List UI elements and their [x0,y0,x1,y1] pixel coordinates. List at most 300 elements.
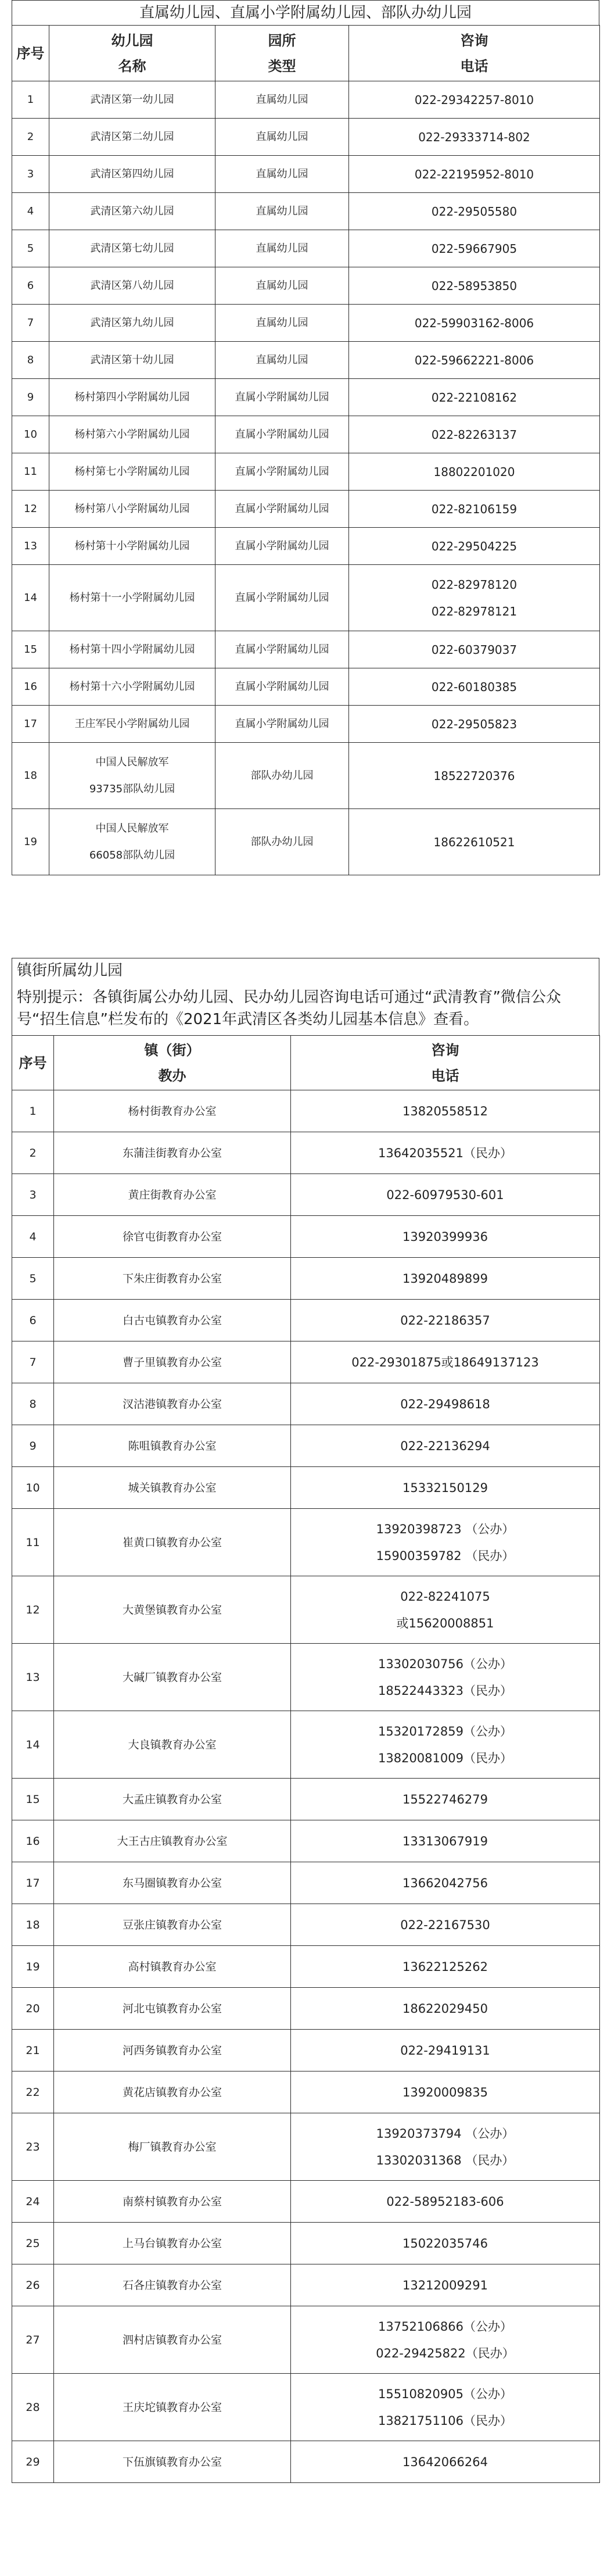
phone-number: 022-29498618 [400,1397,490,1411]
table-row [12,2264,600,2306]
kindergarten-name-line: 武清区第十幼儿园 [90,353,174,366]
kindergarten-type: 直属小学附属幼儿园 [215,528,349,565]
row-index: 18 [12,1904,54,1946]
contact-phone [349,230,600,267]
kindergarten-name-line: 杨村第八小学附属幼儿园 [74,502,190,515]
kindergarten-name [49,193,215,230]
table-row [12,2374,600,2441]
education-office-name: 大孟庄镇教育办公室 [54,1779,291,1820]
kindergarten-name-line: 66058部队幼儿园 [89,849,175,861]
row-index: 4 [12,193,49,230]
contact-phone [291,1862,600,1904]
education-office-name: 豆张庄镇教育办公室 [54,1904,291,1946]
education-office-name: 石各庄镇教育办公室 [54,2264,291,2306]
kindergarten-type: 直属小学附属幼儿园 [215,453,349,491]
row-index: 11 [12,453,49,491]
phone-number: 15320172859（公办） [378,1724,512,1738]
table-row [12,1644,600,1711]
row-index: 10 [12,416,49,453]
kindergarten-name-line: 杨村第十小学附属幼儿园 [74,539,190,552]
kindergarten-name-line: 杨村第七小学附属幼儿园 [74,465,190,478]
header-index: 序号 [12,26,49,81]
table-row [12,1258,600,1300]
phone-number: 022-82263137 [431,427,517,442]
kindergarten-type: 直属幼儿园 [215,267,349,305]
table-row [12,1383,600,1425]
contact-phone [291,1904,600,1946]
contact-phone [349,267,600,305]
phone-number: 13920398723 （公办） [376,1522,515,1536]
row-index: 4 [12,1216,54,1258]
row-index: 14 [12,1711,54,1779]
row-index: 7 [12,1341,54,1383]
table-header-row [12,26,600,81]
row-index: 19 [12,809,49,875]
education-office-name: 泗村店镇教育办公室 [54,2306,291,2374]
table-row [12,1216,600,1258]
row-index: 29 [12,2441,54,2483]
contact-phone [291,1383,600,1425]
row-index: 27 [12,2306,54,2374]
table-row [12,565,600,631]
table-row [12,193,600,230]
phone-number: 13642066264 [402,2455,488,2469]
row-index: 25 [12,2223,54,2264]
table-row [12,1576,600,1644]
row-index: 6 [12,267,49,305]
contact-phone [291,2181,600,2223]
education-office-name: 下朱庄街教育办公室 [54,1258,291,1300]
kindergarten-type: 直属小学附属幼儿园 [215,565,349,631]
kindergarten-name-line: 武清区第二幼儿园 [90,130,174,143]
kindergarten-name [49,743,215,809]
row-index: 2 [12,119,49,156]
table-row [12,342,600,379]
phone-number: 022-60379037 [431,642,517,657]
contact-phone [349,305,600,342]
table-row [12,81,600,119]
kindergarten-name-line: 武清区第六幼儿园 [90,205,174,217]
education-office-name: 崔黄口镇教育办公室 [54,1509,291,1576]
row-index: 16 [12,668,49,706]
table-row [12,1946,600,1988]
phone-number: 13302031368 （民办） [376,2153,515,2167]
contact-phone [349,379,600,416]
kindergarten-type: 直属幼儿园 [215,230,349,267]
kindergarten-name-line: 杨村第十四小学附属幼儿园 [69,643,195,656]
header-name [54,1036,291,1090]
contact-phone [349,193,600,230]
header-name-line1: 镇（街） [144,1042,200,1058]
kindergarten-type: 直属幼儿园 [215,305,349,342]
contact-phone [291,1258,600,1300]
table-row [12,1509,600,1576]
phone-number: 18622029450 [402,2001,488,2016]
contact-phone [291,1820,600,1862]
kindergarten-name-line: 杨村第四小学附属幼儿园 [74,391,190,403]
phone-number: 022-29425822（民办） [376,2346,515,2360]
contact-phone [349,528,600,565]
row-index: 3 [12,1174,54,1216]
header-name-line2: 教办 [158,1067,186,1084]
education-office-name: 大王古庄镇教育办公室 [54,1820,291,1862]
phone-number: 13820558512 [402,1104,488,1118]
contact-phone [349,342,600,379]
table-row [12,528,600,565]
kindergarten-name-line: 王庄军民小学附属幼儿园 [74,717,190,730]
table-row [12,305,600,342]
phone-number: 022-59903162-8006 [414,316,534,330]
row-index: 8 [12,342,49,379]
kindergarten-name [49,119,215,156]
header-name-line1: 幼儿园 [111,32,153,49]
contact-phone [291,2030,600,2071]
contact-phone [291,1711,600,1779]
table-row [12,2223,600,2264]
phone-number: 15332150129 [402,1480,488,1495]
phone-number: 18522720376 [433,768,515,783]
kindergarten-name [49,668,215,706]
kindergarten-name [49,631,215,668]
contact-phone [291,1509,600,1576]
kindergarten-name [49,453,215,491]
education-office-name: 杨村街教育办公室 [54,1090,291,1132]
contact-phone [349,156,600,193]
phone-number: 13752106866（公办） [378,2319,512,2334]
phone-number: 022-82978120 [431,577,517,592]
kindergarten-name-line: 武清区第八幼儿园 [90,279,174,292]
row-index: 5 [12,1258,54,1300]
table-row [12,119,600,156]
phone-number: 022-29333714-802 [418,130,530,144]
kindergarten-type: 直属小学附属幼儿园 [215,416,349,453]
contact-phone [291,1132,600,1174]
kindergarten-name-line: 杨村第十六小学附属幼儿园 [69,680,195,693]
kindergarten-name [49,305,215,342]
contact-phone [291,2264,600,2306]
phone-number: 15510820905（公办） [378,2387,512,2401]
row-index: 8 [12,1383,54,1425]
kindergarten-type: 直属幼儿园 [215,119,349,156]
contact-phone [349,416,600,453]
row-index: 3 [12,156,49,193]
phone-number: 022-82241075 [400,1589,490,1604]
phone-number: 022-29504225 [431,539,517,553]
kindergarten-name-line: 中国人民解放军 [95,822,169,835]
contact-phone [291,1644,600,1711]
kindergarten-name-line: 93735部队幼儿园 [89,782,175,795]
row-index: 1 [12,81,49,119]
kindergarten-type: 直属幼儿园 [215,81,349,119]
phone-number: 13821751106（民办） [378,2413,512,2428]
row-index: 17 [12,1862,54,1904]
row-index: 17 [12,706,49,743]
contact-phone [291,2113,600,2181]
contact-phone [291,1090,600,1132]
row-index: 9 [12,379,49,416]
header-phone-line1: 咨询 [460,32,488,49]
contact-phone [349,491,600,528]
education-office-name: 南蔡村镇教育办公室 [54,2181,291,2223]
phone-number: 022-58953850 [431,278,517,293]
table-row [12,1862,600,1904]
table-row [12,668,600,706]
row-index: 26 [12,2264,54,2306]
row-index: 28 [12,2374,54,2441]
table-row [12,453,600,491]
phone-number: 022-29505823 [431,717,517,731]
kindergarten-name-line: 武清区第七幼儿园 [90,242,174,255]
row-index: 15 [12,631,49,668]
kindergarten-type: 直属小学附属幼儿园 [215,379,349,416]
phone-number: 022-59662221-8006 [414,353,534,367]
header-name-line2: 名称 [118,58,146,74]
table-row [12,2306,600,2374]
phone-number: 13920489899 [402,1271,488,1286]
table-row [12,1820,600,1862]
phone-number: 022-59667905 [431,241,517,256]
contact-phone [349,809,600,875]
kindergarten-type: 直属小学附属幼儿园 [215,491,349,528]
header-phone-line2: 电话 [431,1067,459,1084]
kindergarten-name [49,809,215,875]
phone-number: 022-58952183-606 [386,2194,504,2209]
education-office-name: 徐官屯街教育办公室 [54,1216,291,1258]
kindergarten-name [49,342,215,379]
contact-phone [291,2306,600,2374]
row-index: 11 [12,1509,54,1576]
table-row [12,2030,600,2071]
row-index: 16 [12,1820,54,1862]
education-office-name: 白古屯镇教育办公室 [54,1300,291,1341]
phone-number: 022-29505580 [431,204,517,219]
kindergarten-type: 直属幼儿园 [215,342,349,379]
phone-number: 022-22167530 [400,1917,490,1932]
row-index: 5 [12,230,49,267]
phone-number: 022-60979530-601 [386,1187,504,1202]
phone-number: 13662042756 [402,1876,488,1890]
row-index: 1 [12,1090,54,1132]
row-index: 12 [12,491,49,528]
education-office-name: 陈咀镇教育办公室 [54,1425,291,1467]
kindergarten-name [49,491,215,528]
row-index: 6 [12,1300,54,1341]
education-office-name: 大碱厂镇教育办公室 [54,1644,291,1711]
kindergarten-table-direct [12,0,599,875]
contact-phone [291,2223,600,2264]
phone-number: 022-22195952-8010 [414,167,534,181]
contact-phone [291,1425,600,1467]
phone-number: 18622610521 [433,835,515,849]
contact-phone [291,2374,600,2441]
row-index: 18 [12,743,49,809]
contact-phone [291,1467,600,1509]
special-notice: 特别提示：各镇街属公办幼儿园、民办幼儿园咨询电话可通过“武清教育”微信公众号“招生信息”栏发布的《2021年武清区各类幼儿园基本信息》查看。 [12,983,599,1035]
contact-phone [291,1300,600,1341]
table-row [12,491,600,528]
table-caption: 镇街所属幼儿园 [12,958,599,983]
phone-number: 13212009291 [402,2278,488,2292]
contact-phone [291,1341,600,1383]
kindergarten-name [49,565,215,631]
education-office-name: 上马台镇教育办公室 [54,2223,291,2264]
phone-number: 022-82978121 [431,604,517,618]
contact-phone [291,1779,600,1820]
header-type-line2: 类型 [268,58,296,74]
row-index: 24 [12,2181,54,2223]
table-row [12,2441,600,2483]
kindergarten-type: 直属幼儿园 [215,156,349,193]
table-row [12,743,600,809]
kindergarten-type: 直属小学附属幼儿园 [215,631,349,668]
education-office-name: 下伍旗镇教育办公室 [54,2441,291,2483]
table-caption: 直属幼儿园、直属小学附属幼儿园、部队办幼儿园 [12,0,599,25]
kindergarten-name [49,416,215,453]
education-office-name: 河北屯镇教育办公室 [54,1988,291,2030]
education-office-name: 梅厂镇教育办公室 [54,2113,291,2181]
phone-number: 13820081009（民办） [378,1751,512,1765]
table-row [12,1904,600,1946]
education-office-name: 城关镇教育办公室 [54,1467,291,1509]
header-name [49,26,215,81]
table-row [12,1300,600,1341]
contact-phone [291,2071,600,2113]
education-office-name: 黄庄街教育办公室 [54,1174,291,1216]
row-index: 13 [12,1644,54,1711]
header-index: 序号 [12,1036,54,1090]
row-index: 15 [12,1779,54,1820]
contact-phone [349,631,600,668]
row-index: 22 [12,2071,54,2113]
phone-number: 13920009835 [402,2085,488,2099]
table-row [12,379,600,416]
phone-number: 13622125262 [402,1959,488,1974]
contact-phone [291,1576,600,1644]
kindergarten-type: 部队办幼儿园 [215,743,349,809]
row-index: 19 [12,1946,54,1988]
row-index: 13 [12,528,49,565]
table-row [12,1711,600,1779]
kindergarten-type: 直属幼儿园 [215,193,349,230]
contact-phone [349,453,600,491]
table-row [12,2071,600,2113]
table-row [12,631,600,668]
header-phone-line1: 咨询 [431,1042,459,1058]
kindergarten-name [49,156,215,193]
table-row [12,416,600,453]
phone-number: 15900359782 （民办） [376,1548,515,1563]
table-row [12,1467,600,1509]
kindergarten-name-line: 武清区第九幼儿园 [90,316,174,329]
phone-number: 18802201020 [433,464,515,479]
table-row [12,1425,600,1467]
table-row [12,1132,600,1174]
contact-phone [291,1946,600,1988]
kindergarten-name-line: 武清区第四幼儿园 [90,167,174,180]
contact-phone [349,81,600,119]
phone-number: 022-29419131 [400,2043,490,2058]
table-row [12,230,600,267]
kindergarten-name [49,81,215,119]
kindergarten-type: 直属小学附属幼儿园 [215,668,349,706]
kindergarten-name [49,230,215,267]
education-office-name: 高村镇教育办公室 [54,1946,291,1988]
phone-number: 13642035521（民办） [378,1146,512,1160]
education-office-name: 王庆坨镇教育办公室 [54,2374,291,2441]
table-row [12,2113,600,2181]
row-index: 14 [12,565,49,631]
phone-number: 022-60180385 [431,679,517,694]
contact-phone [349,565,600,631]
table-row [12,2181,600,2223]
row-index: 10 [12,1467,54,1509]
phone-number: 022-82106159 [431,502,517,516]
education-office-name: 河西务镇教育办公室 [54,2030,291,2071]
row-index: 9 [12,1425,54,1467]
education-office-name: 曹子里镇教育办公室 [54,1341,291,1383]
contact-phone [291,2441,600,2483]
contact-phone [349,668,600,706]
table-row [12,267,600,305]
table-row [12,1341,600,1383]
phone-number: 13302030756（公办） [378,1656,512,1671]
phone-number: 15022035746 [402,2236,488,2251]
kindergarten-name-line: 杨村第十一小学附属幼儿园 [69,591,195,604]
contact-phone [349,743,600,809]
kindergarten-name-line: 杨村第六小学附属幼儿园 [74,428,190,441]
contact-phone [291,1988,600,2030]
kindergarten-table-town [12,958,599,2483]
contact-phone [291,1216,600,1258]
table-row [12,809,600,875]
kindergarten-name [49,528,215,565]
header-phone [349,26,600,81]
kindergarten-name-line: 中国人民解放军 [95,756,169,768]
table-row [12,1174,600,1216]
header-type-line1: 园所 [268,32,296,49]
row-index: 21 [12,2030,54,2071]
row-index: 7 [12,305,49,342]
table-row [12,1779,600,1820]
education-office-name: 汊沽港镇教育办公室 [54,1383,291,1425]
row-index: 23 [12,2113,54,2181]
education-office-name: 东蒲洼街教育办公室 [54,1132,291,1174]
header-phone [291,1036,600,1090]
education-office-name: 大良镇教育办公室 [54,1711,291,1779]
phone-number: 022-29342257-8010 [414,92,534,107]
phone-number: 13313067919 [402,1834,488,1848]
contact-phone [349,706,600,743]
header-type [215,26,349,81]
row-index: 2 [12,1132,54,1174]
phone-number: 13920373794 （公办） [376,2126,515,2141]
table-row [12,1988,600,2030]
phone-number: 13920399936 [402,1229,488,1244]
phone-number: 18522443323（民办） [378,1683,512,1698]
phone-number: 022-29301875或18649137123 [351,1355,539,1369]
kindergarten-name [49,379,215,416]
education-office-name: 东马圈镇教育办公室 [54,1862,291,1904]
phone-number: 或15620008851 [396,1616,494,1630]
table-row [12,156,600,193]
kindergarten-name [49,706,215,743]
kindergarten-type: 直属小学附属幼儿园 [215,706,349,743]
contact-phone [291,1174,600,1216]
row-index: 12 [12,1576,54,1644]
kindergarten-name [49,267,215,305]
table-row [12,706,600,743]
kindergarten-type: 部队办幼儿园 [215,809,349,875]
